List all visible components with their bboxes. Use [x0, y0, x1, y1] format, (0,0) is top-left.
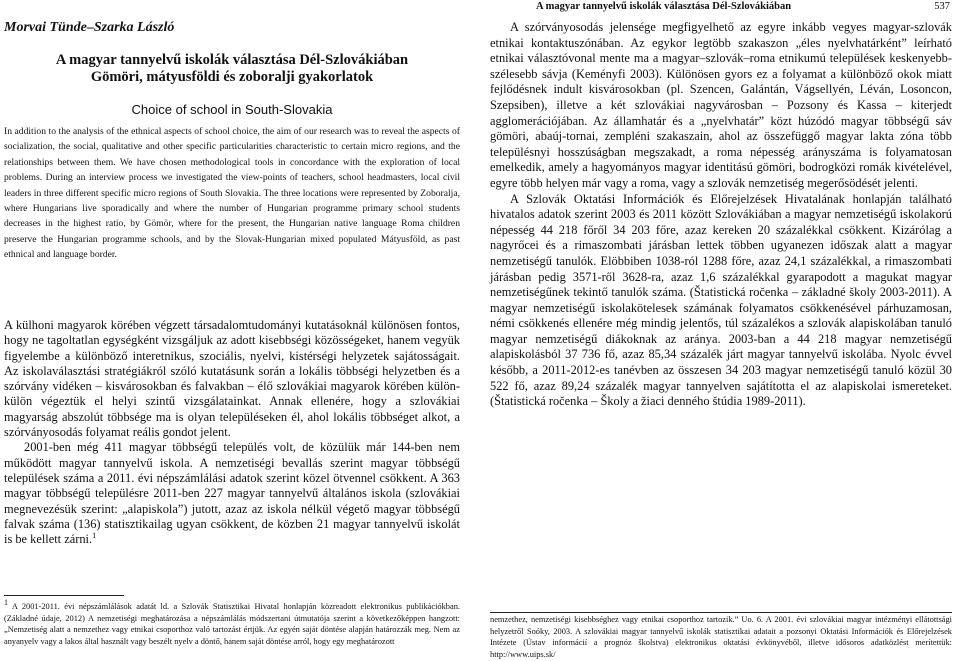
right-page	[486, 0, 960, 661]
footnote-continued: nemzethez, nemzetiségi kisebbséghez vagy etnikai csoporthoz tartozik.” Uo. 6. A 2001. évi szlovákiai magyar intézményi ellátottsági helyzetről Soóky, 2003. A szlovákiai magyar tannyelvű iskolák statisztikai adatait a pozsonyi Oktatási Információk és Előrejelzések Intézete (Ústav informácií a prognóz školstva) elektronikus oktatási évkönyvéből, illetve idősoros adatközlést merítettük: http://www.uips.sk/	[490, 615, 952, 659]
paragraph-text: 2001-ben még 411 magyar többségű település volt, de közülük már 144-ben nem működött magyar tannyelvű iskola. A nemzetiségi bevallás szerint magyar többségű települések száma a 2011. évi népszámlálási adatok szerint közel ötvennel csökkent. A 363 magyar többségű településre 2011-ben 227 magyar tannyelvű általános iskola (szlovákiai megnevezésük szerint: „alapiskola”) jutott, azaz az iskola nélkül végető magyar többségű falvak száma (136) statisztikailag ugyan csökkent, de közben 21 magyar tannyelvű iskolát is be kellett zárni.	[4, 440, 460, 547]
footnote	[4, 598, 460, 647]
footnote-reference[interactable]: 1	[92, 531, 97, 541]
body-text-left	[4, 318, 460, 547]
article-title-english: Choice of school in South-Slovakia	[131, 102, 333, 117]
paragraph	[4, 440, 460, 547]
footnote-number: 1	[4, 598, 8, 608]
title-line-1: A magyar tannyelvű iskolák választása Dél-Szlovákiában	[55, 52, 409, 68]
title-line-2: Gömöri, mátyusföldi és zoboralji gyakorlatok	[90, 69, 374, 85]
running-header	[486, 0, 956, 14]
running-title: A magyar tannyelvű iskolák választása Dél-Szlovákiában	[536, 1, 792, 12]
footnote-rule	[490, 612, 952, 613]
paragraph: A szórványosodás jelensége megfigyelhető az egyre inkább vegyes magyar-szlovák etnikai kontaktuszónában. Az egykor legtöbb szakaszon „éles nyelvhatárként” leírható etnikai választóvonal mente ma a magyar–szlovák–roma etnikumú települések keskenyebb-szélesebb sávja (Keményfi 2003). Különösen gyors ez a folyamat a különböző okok miatt fejlődésnek indult kisvárosokban (pl. Szencen, Galántán, Vágsellyén, Léván, Losoncon, Szepsiben), illetve a két szlovákiai nagyvárosban – Pozsony és Kassa – kiterjedt agglomerációjában. Az államhatár és a „nyelvhatár” közt húzódó magyar többségű sáv gömöri, abaúj-tornai, zempléni szakaszain, ahol az összefüggő magyar lakta zóna több településnyi hosszúságban megszakadt, a roma népesség arányszáma is folyamatosan emelkedik, amely a hagyományos magyar identitású gömöri, bodrogközi romák kivételével, egyre több helyen már vagy a roma, vagy a szlovák nemzetiség megerősödését jelenti.	[490, 20, 952, 190]
paragraph: A külhoni magyarok körében végzett társadalomtudományi kutatásoknál különösen fontos, hogy ne tagoltatlan egységként vizsgáljuk az adott kisebbségi közösségeket, hanem vegyük figyelembe a különböző interetnikus, szociális, nyelvi, kistérségi helyzetek sajátosságait. Az iskolaválasztási stratégiákról szóló kutatásunk során a lokális többségi helyzetben és a szórvány vidéken – kisvárosokban és falvakban – élő szlovákiai magyarok körében külön-külön végeztük el helyi szintű vizsgálatainkat. Annak ellenére, hogy a szlovákiai magyarság abszolút többsége ma is olyan településeken él, ahol lokális többséget alkot, a szórványosodás folyamat reális gondot jelent.	[4, 318, 460, 440]
article-title-hungarian	[4, 52, 460, 86]
left-page	[0, 0, 470, 661]
paragraph: A Szlovák Oktatási Információk és Előrejelzések Hivatalának honlapján található hivatalos adatok szerint 2003 és 2011 között Szlovákiában a magyar nemzetiségű iskolakorú népesség 44 218 főről 34 203 főre, azaz kereken 20 százalékkal csökkent. Kizárólag a nagyrőcei és a rimaszombati járásban lettek többen ugyanezen időszak alatt a magyar nemzetiségű tanulók. Elöbbiben 1038-ról 1288 főre, azaz 24,1 százalékkal, a rimaszombati járásban pedig 3571-ről 3628-ra, azaz 1,6 százalékkal gyarapodott a magukat magyar nemzetiségűnek tekintő tanulók száma. (Štatistická ročenka – základné školy 2003-2011). A magyar nemzetiségű iskolakötelesek számának folyamatos csökkenésével párhuzamosan, némi csökkenés ellenére még mindig jelentős, túl százalékos a szlovák alapiskolában tanuló magyar nemzetiségű diákoknak az aránya. 2003-ban a 44 218 magyar nemzetiségű alapiskolásból 37 736 fő, azaz 85,34 százalék járt magyar tannyelvű iskolába. Nyolc évvel később, a 2011-2012-es tanévben az összesen 34 203 magyar nemzetiségű tanuló közül 30 522 fő, azaz 89,24 százalék magyar tannyelven sajátította el az alapiskolai ismereteket. (Štatistická ročenka – Školy a žiaci denného štúdia 1989-2011).	[490, 191, 952, 409]
author-line: Morvai Tünde–Szarka László	[4, 20, 175, 35]
body-text-right	[490, 20, 952, 410]
page-number: 537	[934, 1, 950, 12]
abstract: In addition to the analysis of the ethnical aspects of school choice, the aim of our research was to reveal the aspects of socialization, the social, qualitative and other specific particularities characteristic to certain micro regions, and the relationships between them. We have chosen methodological tools in concordance with the exploration of local problems. During an interview process we investigated the view-points of teachers, school headmasters, local civil leaders in three different specific micro regions of South Slovakia. The three locations were represented by Zoboralja, where Hungarians live sporadically and where the number of Hungarian programme primary school students decreases in the highest ratio, by Gömör, where for the present, the Hungarian native language Roma children preserve the Hungarian programme schools, and by the Slovak-Hungarian mixed populated Mátyusföld, as past ethnical and language border.	[4, 126, 460, 261]
footnote-rule	[4, 595, 124, 596]
footnote-text: A 2001-2011. évi népszámlálások adatát ld. a Szlovák Statisztikai Hivatal honlapján közreadott elektronikus publikációkban. (Základné údaje, 2012) A nemzetiségi meghatározása a népszámlálás módszertani útmutatója szerint a következőképpen hangzott: „Nemzetiség alatt a nemzethez vagy etnikai csoporthoz való tartozást értjük. Az egyén saját döntése alapján határozzák meg. Nem az anyanyelv vagy a lakos által használt vagy beszélt nyelv a döntő, hanem saját döntése arról, hogy egy meghatározott	[4, 602, 460, 646]
